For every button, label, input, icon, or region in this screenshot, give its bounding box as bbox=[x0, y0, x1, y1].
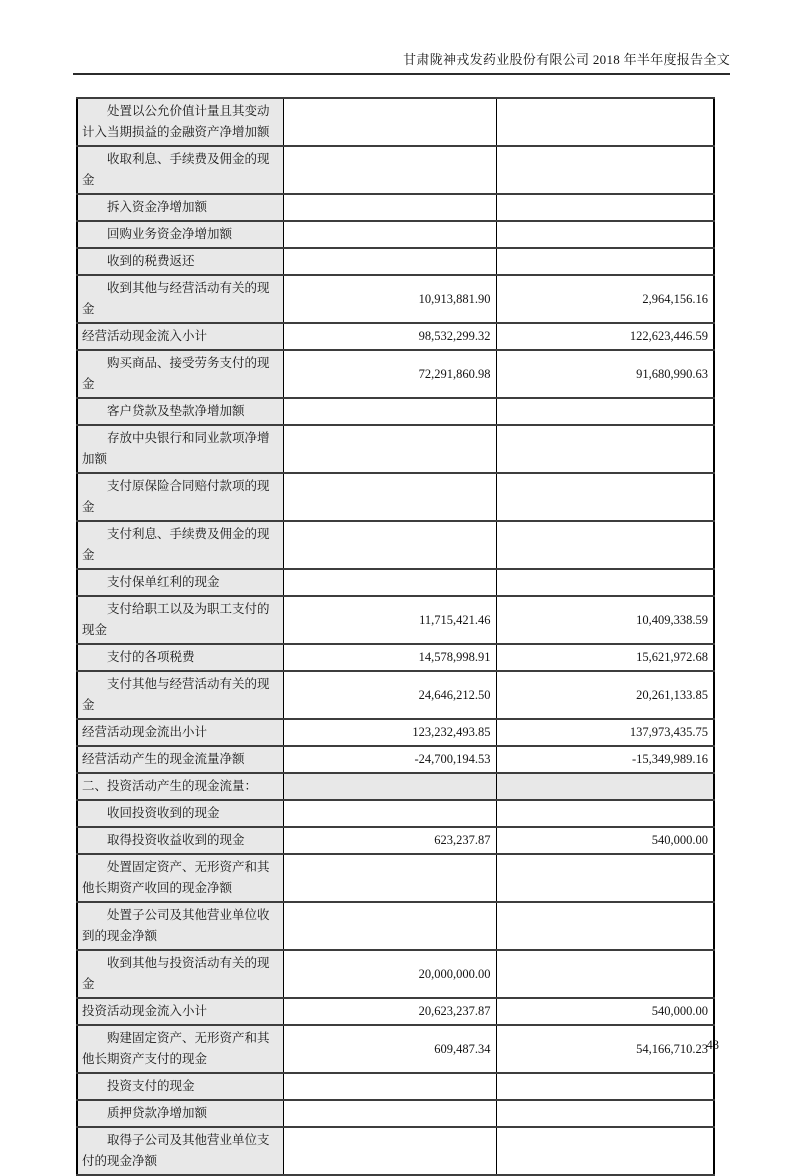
section-label: 二、投资活动产生的现金流量： bbox=[77, 773, 283, 800]
row-label: 收到其他与经营活动有关的现金 bbox=[77, 275, 283, 323]
value-prior-period: 54,166,710.23 bbox=[496, 1025, 714, 1073]
table-row bbox=[77, 398, 714, 425]
value-prior-period bbox=[496, 146, 714, 194]
row-label: 支付保单红利的现金 bbox=[77, 569, 283, 596]
table-row bbox=[77, 998, 714, 1025]
row-label: 投资活动现金流入小计 bbox=[77, 998, 283, 1025]
table-row bbox=[77, 1073, 714, 1100]
row-label: 购建固定资产、无形资产和其他长期资产支付的现金 bbox=[77, 1025, 283, 1073]
value-current-period: 98,532,299.32 bbox=[283, 323, 496, 350]
value-prior-period bbox=[496, 194, 714, 221]
value-current-period: 20,623,237.87 bbox=[283, 998, 496, 1025]
table-row bbox=[77, 854, 714, 902]
value-prior-period bbox=[496, 1100, 714, 1127]
value-prior-period bbox=[496, 773, 714, 800]
value-prior-period bbox=[496, 1073, 714, 1100]
row-label: 支付其他与经营活动有关的现金 bbox=[77, 671, 283, 719]
value-current-period bbox=[283, 1100, 496, 1127]
row-label: 投资支付的现金 bbox=[77, 1073, 283, 1100]
value-current-period bbox=[283, 1127, 496, 1175]
table-row bbox=[77, 425, 714, 473]
value-prior-period bbox=[496, 1127, 714, 1175]
table-row bbox=[77, 350, 714, 398]
value-prior-period: 15,621,972.68 bbox=[496, 644, 714, 671]
table-row bbox=[77, 521, 714, 569]
value-prior-period: 122,623,446.59 bbox=[496, 323, 714, 350]
row-label: 经营活动现金流入小计 bbox=[77, 323, 283, 350]
value-current-period bbox=[283, 773, 496, 800]
table-row bbox=[77, 194, 714, 221]
row-label: 客户贷款及垫款净增加额 bbox=[77, 398, 283, 425]
value-prior-period: 137,973,435.75 bbox=[496, 719, 714, 746]
value-current-period bbox=[283, 1073, 496, 1100]
value-current-period bbox=[283, 425, 496, 473]
page-number: 43 bbox=[706, 1038, 719, 1052]
cash-flow-statement-table bbox=[76, 97, 715, 1176]
row-label: 经营活动产生的现金流量净额 bbox=[77, 746, 283, 773]
table-row bbox=[77, 323, 714, 350]
row-label: 收到的税费返还 bbox=[77, 248, 283, 275]
page-header: 甘肃陇神戎发药业股份有限公司 2018 年半年度报告全文 bbox=[73, 49, 730, 75]
table-row bbox=[77, 248, 714, 275]
row-label: 存放中央银行和同业款项净增加额 bbox=[77, 425, 283, 473]
value-prior-period: 540,000.00 bbox=[496, 998, 714, 1025]
row-label: 取得子公司及其他营业单位支付的现金净额 bbox=[77, 1127, 283, 1175]
value-current-period bbox=[283, 98, 496, 146]
row-label: 支付给职工以及为职工支付的现金 bbox=[77, 596, 283, 644]
value-prior-period: 91,680,990.63 bbox=[496, 350, 714, 398]
table-row bbox=[77, 950, 714, 998]
value-current-period bbox=[283, 194, 496, 221]
value-current-period bbox=[283, 569, 496, 596]
value-prior-period: 10,409,338.59 bbox=[496, 596, 714, 644]
row-label: 处置以公允价值计量且其变动计入当期损益的金融资产净增加额 bbox=[77, 98, 283, 146]
value-current-period: 72,291,860.98 bbox=[283, 350, 496, 398]
row-label: 取得投资收益收到的现金 bbox=[77, 827, 283, 854]
value-current-period bbox=[283, 398, 496, 425]
table-row bbox=[77, 644, 714, 671]
value-prior-period: 540,000.00 bbox=[496, 827, 714, 854]
row-label: 处置子公司及其他营业单位收到的现金净额 bbox=[77, 902, 283, 950]
row-label: 回购业务资金净增加额 bbox=[77, 221, 283, 248]
row-label: 支付的各项税费 bbox=[77, 644, 283, 671]
value-current-period: 20,000,000.00 bbox=[283, 950, 496, 998]
table-row bbox=[77, 473, 714, 521]
row-label: 收到其他与投资活动有关的现金 bbox=[77, 950, 283, 998]
value-current-period: -24,700,194.53 bbox=[283, 746, 496, 773]
row-label: 质押贷款净增加额 bbox=[77, 1100, 283, 1127]
row-label: 收取利息、手续费及佣金的现金 bbox=[77, 146, 283, 194]
value-prior-period bbox=[496, 425, 714, 473]
table-row bbox=[77, 827, 714, 854]
table-row bbox=[77, 746, 714, 773]
table-row bbox=[77, 596, 714, 644]
value-prior-period bbox=[496, 902, 714, 950]
value-prior-period bbox=[496, 248, 714, 275]
value-prior-period bbox=[496, 569, 714, 596]
value-current-period: 609,487.34 bbox=[283, 1025, 496, 1073]
value-current-period bbox=[283, 854, 496, 902]
value-prior-period bbox=[496, 950, 714, 998]
section-header-row bbox=[77, 773, 714, 800]
row-label: 拆入资金净增加额 bbox=[77, 194, 283, 221]
value-current-period: 14,578,998.91 bbox=[283, 644, 496, 671]
table-row bbox=[77, 1100, 714, 1127]
value-prior-period bbox=[496, 98, 714, 146]
value-prior-period: -15,349,989.16 bbox=[496, 746, 714, 773]
value-current-period bbox=[283, 800, 496, 827]
table-row bbox=[77, 98, 714, 146]
value-prior-period: 20,261,133.85 bbox=[496, 671, 714, 719]
value-current-period bbox=[283, 221, 496, 248]
table-row bbox=[77, 800, 714, 827]
value-current-period: 24,646,212.50 bbox=[283, 671, 496, 719]
value-prior-period bbox=[496, 800, 714, 827]
value-current-period: 10,913,881.90 bbox=[283, 275, 496, 323]
value-prior-period bbox=[496, 854, 714, 902]
value-current-period: 123,232,493.85 bbox=[283, 719, 496, 746]
table-row bbox=[77, 221, 714, 248]
table-row bbox=[77, 1127, 714, 1175]
value-prior-period bbox=[496, 521, 714, 569]
value-current-period: 623,237.87 bbox=[283, 827, 496, 854]
value-current-period bbox=[283, 902, 496, 950]
value-current-period: 11,715,421.46 bbox=[283, 596, 496, 644]
value-prior-period bbox=[496, 473, 714, 521]
table-row bbox=[77, 902, 714, 950]
table-row bbox=[77, 671, 714, 719]
value-prior-period bbox=[496, 398, 714, 425]
row-label: 处置固定资产、无形资产和其他长期资产收回的现金净额 bbox=[77, 854, 283, 902]
row-label: 支付原保险合同赔付款项的现金 bbox=[77, 473, 283, 521]
value-current-period bbox=[283, 248, 496, 275]
row-label: 经营活动现金流出小计 bbox=[77, 719, 283, 746]
value-prior-period bbox=[496, 221, 714, 248]
row-label: 收回投资收到的现金 bbox=[77, 800, 283, 827]
report-table-body bbox=[77, 98, 714, 1175]
table-row bbox=[77, 275, 714, 323]
table-row bbox=[77, 569, 714, 596]
table-row bbox=[77, 146, 714, 194]
value-current-period bbox=[283, 473, 496, 521]
row-label: 支付利息、手续费及佣金的现金 bbox=[77, 521, 283, 569]
value-prior-period: 2,964,156.16 bbox=[496, 275, 714, 323]
table-row bbox=[77, 719, 714, 746]
table-row bbox=[77, 1025, 714, 1073]
row-label: 购买商品、接受劳务支付的现金 bbox=[77, 350, 283, 398]
value-current-period bbox=[283, 146, 496, 194]
value-current-period bbox=[283, 521, 496, 569]
